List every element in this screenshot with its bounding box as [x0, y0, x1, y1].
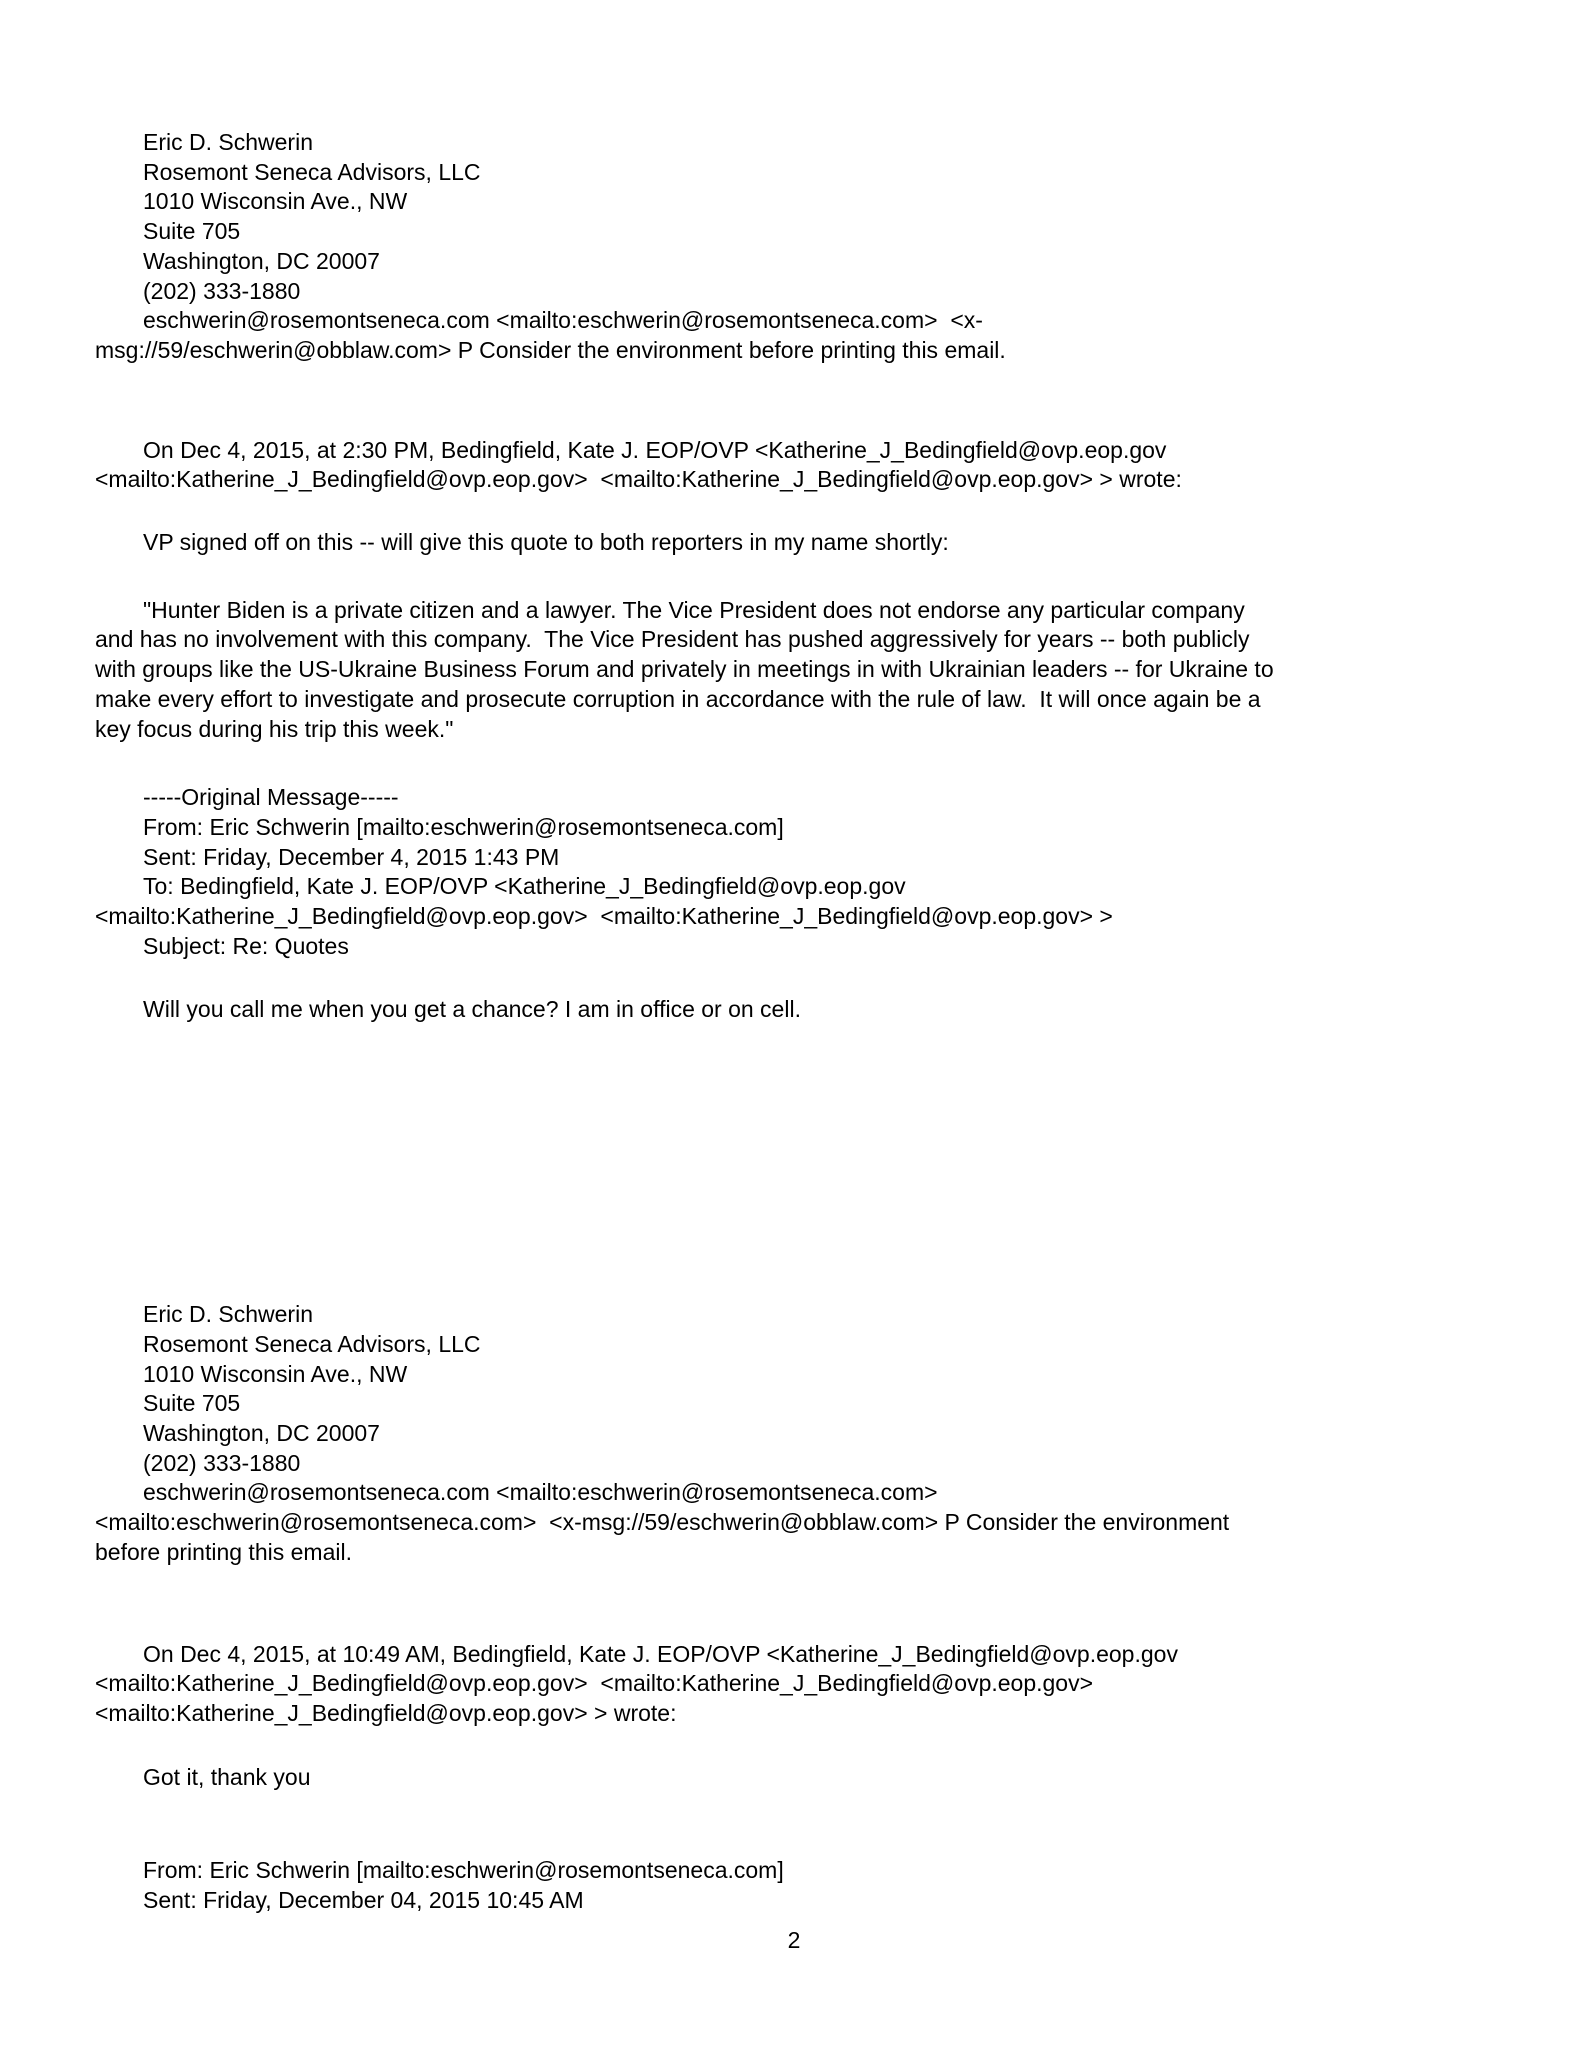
- quote-line: make every effort to investigate and prosecute corruption in accordance with the rule of law. It will once again be a: [95, 685, 1261, 712]
- vp-signoff-text: VP signed off on this -- will give this quote to both reporters in my name shortly:: [143, 529, 949, 556]
- signature-block-1: [95, 128, 1493, 366]
- signature-email-line: eschwerin@rosemontseneca.com <mailto:eschwerin@rosemontseneca.com> <x-: [143, 307, 983, 334]
- quote-line: key focus during his trip this week.": [95, 715, 454, 742]
- signature-street: 1010 Wisconsin Ave., NW: [143, 188, 408, 215]
- original-message-sent: Sent: Friday, December 4, 2015 1:43 PM: [143, 843, 560, 870]
- quote-line: with groups like the US-Ukraine Business Forum and privately in meetings in with Ukrainian leaders -- for Ukraine to: [95, 656, 1274, 683]
- signature-city: Washington, DC 20007: [143, 247, 380, 274]
- signature-suite: Suite 705: [143, 1390, 241, 1417]
- signature-street: 1010 Wisconsin Ave., NW: [143, 1360, 408, 1387]
- signature-city: Washington, DC 20007: [143, 1419, 380, 1446]
- signature-name: Eric D. Schwerin: [143, 129, 313, 155]
- forward-header: [95, 1856, 1493, 1915]
- quote-paragraph: [95, 596, 1493, 745]
- signature-phone: (202) 333-1880: [143, 1449, 301, 1476]
- signature-email-line-wrap: <mailto:eschwerin@rosemontseneca.com> <x-msg://59/eschwerin@obblaw.com> P Consider the environment: [95, 1509, 1230, 1536]
- forward-header-from: From: Eric Schwerin [mailto:eschwerin@rosemontseneca.com]: [143, 1857, 784, 1884]
- reply-header-line-wrap: <mailto:Katherine_J_Bedingfield@ovp.eop.gov> <mailto:Katherine_J_Bedingfield@ovp.eop.gov> > wrote:: [95, 466, 1182, 493]
- quote-line: "Hunter Biden is a private citizen and a lawyer. The Vice President does not endorse any particular company: [143, 596, 1245, 623]
- original-message-subject: Subject: Re: Quotes: [143, 932, 349, 959]
- got-it-text: Got it, thank you: [143, 1763, 311, 1790]
- original-message-to: To: Bedingfield, Kate J. EOP/OVP <Katherine_J_Bedingfield@ovp.eop.gov: [143, 873, 906, 900]
- reply-header-line: On Dec 4, 2015, at 10:49 AM, Bedingfield, Kate J. EOP/OVP <Katherine_J_Bedingfield@ovp.eop.gov: [143, 1640, 1178, 1667]
- reply-header-line-wrap: <mailto:Katherine_J_Bedingfield@ovp.eop.gov> <mailto:Katherine_J_Bedingfield@ovp.eop.gov>: [95, 1670, 1094, 1697]
- quote-line: and has no involvement with this company. The Vice President has pushed aggressively for years -- both publicly: [95, 626, 1250, 653]
- signature-email-line: eschwerin@rosemontseneca.com <mailto:eschwerin@rosemontseneca.com>: [143, 1479, 938, 1506]
- original-message-divider: -----Original Message-----: [143, 784, 399, 811]
- signature-company: Rosemont Seneca Advisors, LLC: [143, 1330, 481, 1357]
- original-message-header: [95, 783, 1493, 961]
- page-number: 2: [787, 1926, 801, 1953]
- forward-header-sent: Sent: Friday, December 04, 2015 10:45 AM: [143, 1887, 584, 1914]
- reply-header-line: On Dec 4, 2015, at 2:30 PM, Bedingfield, Kate J. EOP/OVP <Katherine_J_Bedingfield@ovp.eop.gov: [143, 436, 1167, 463]
- original-message-from: From: Eric Schwerin [mailto:eschwerin@rosemontseneca.com]: [143, 813, 784, 840]
- call-request-paragraph: [95, 995, 1493, 1025]
- signature-suite: Suite 705: [143, 218, 241, 245]
- reply-header-line-wrap: <mailto:Katherine_J_Bedingfield@ovp.eop.gov> > wrote:: [95, 1699, 677, 1726]
- signature-company: Rosemont Seneca Advisors, LLC: [143, 158, 481, 185]
- signature-phone: (202) 333-1880: [143, 277, 301, 304]
- signature-email-line-wrap: msg://59/eschwerin@obblaw.com> P Consider the environment before printing this email.: [95, 336, 1006, 363]
- reply-header-230pm: [95, 436, 1493, 495]
- signature-name: Eric D. Schwerin: [143, 1301, 313, 1328]
- vp-signoff-paragraph: [95, 528, 1493, 558]
- page-footer: [95, 1926, 1493, 1956]
- reply-header-1049am: [95, 1640, 1493, 1729]
- signature-block-2: [95, 1300, 1493, 1567]
- original-message-to-wrap: <mailto:Katherine_J_Bedingfield@ovp.eop.gov> <mailto:Katherine_J_Bedingfield@ovp.eop.gov> >: [95, 903, 1113, 930]
- signature-email-line-wrap: before printing this email.: [95, 1538, 352, 1565]
- call-request-text: Will you call me when you get a chance? I am in office or on cell.: [143, 996, 801, 1023]
- got-it-paragraph: [95, 1763, 1493, 1793]
